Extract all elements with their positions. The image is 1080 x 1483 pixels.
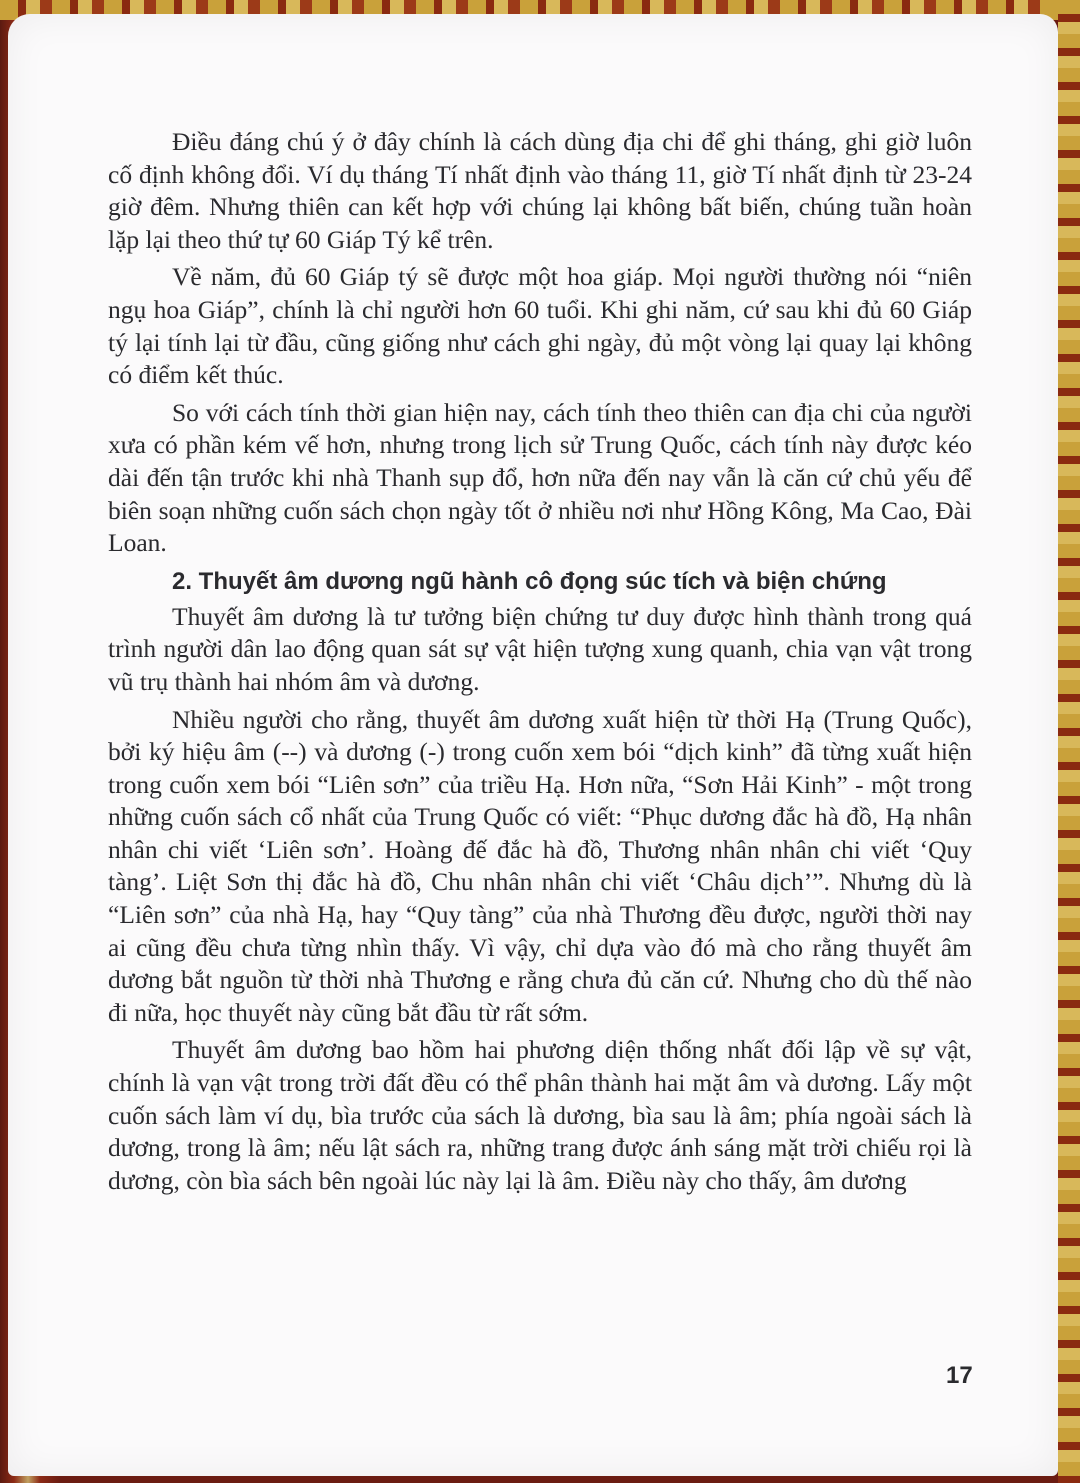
decorative-right-border xyxy=(1058,0,1080,1483)
paragraph-3: So với cách tính thời gian hiện nay, cách tính theo thiên can địa chi của người xưa có phần kém vế hơn, nhưng trong lịch sử Trung Quốc, cách tính này được kéo dài đến tận trước khi nhà Thanh sụp đổ, hơn nữa đến nay vẫn là căn cứ chủ yếu để biên soạn những cuốn sách chọn ngày tốt ở nhiều nơi như Hồng Kông, Ma Cao, Đài Loan. xyxy=(108,397,972,558)
paragraph-5: Nhiều người cho rằng, thuyết âm dương xuất hiện từ thời Hạ (Trung Quốc), bởi ký hiệu âm (--) và dương (-) trong cuốn xem bói “dịch kinh” đã từng xuất hiện trong cuốn xem bói “Liên sơn” của triều Hạ. Hơn nữa, “Sơn Hải Kinh” - một trong những cuốn sách cổ nhất của Trung Quốc có viết: “Phục dương đắc hà đồ, Hạ nhân nhân chi viết ‘Liên sơn’. Hoàng đế đắc hà đồ, Thương nhân nhân chi viết ‘Quy tàng’. Liệt Sơn thị đắc hà đồ, Chu nhân nhân chi viết ‘Châu dịch’”. Nhưng dù là “Liên sơn” của nhà Hạ, hay “Quy tàng” của nhà Thương đều được, người thời nay ai cũng đều chưa từng nhìn thấy. Vì vậy, chỉ dựa vào đó mà cho rằng thuyết âm dương bắt nguồn từ thời nhà Thương e rằng chưa đủ căn cứ. Nhưng cho dù thế nào đi nữa, học thuyết này cũng bắt đầu từ rất sớm. xyxy=(108,704,972,1027)
section-heading: 2. Thuyết âm dương ngũ hành cô đọng súc tích và biện chứng xyxy=(172,567,887,595)
book-page xyxy=(8,14,1058,1476)
paragraph-1: Điều đáng chú ý ở đây chính là cách dùng địa chi để ghi tháng, ghi giờ luôn cố định không đổi. Ví dụ tháng Tí nhất định vào tháng 11, giờ Tí nhất định từ 23-24 giờ đêm. Nhưng thiên can kết hợp với chúng lại không bất biến, chúng tuần hoàn lặp lại theo thứ tự 60 Giáp Tý kể trên. xyxy=(108,127,972,254)
paragraph-2: Về năm, đủ 60 Giáp tý sẽ được một hoa giáp. Mọi người thường nói “niên ngụ hoa Giáp”, chính là chỉ người hơn 60 tuổi. Khi ghi năm, cứ sau khi đủ 60 Giáp tý lại tính lại từ đầu, cũng giống như cách ghi ngày, đủ một vòng lại quay lại không có điểm kết thúc. xyxy=(108,262,972,390)
paragraph-4: Thuyết âm dương là tư tưởng biện chứng tư duy được hình thành trong quá trình người dân lao động quan sát sự vật hiện tượng xung quanh, chia vạn vật trong vũ trụ thành hai nhóm âm và dương. xyxy=(108,601,972,696)
page-number: 17 xyxy=(946,1362,973,1389)
page-body xyxy=(108,126,972,1202)
paragraph-6: Thuyết âm dương bao hồm hai phương diện thống nhất đối lập về sự vật, chính là vạn vật trong trời đất đều có thể phân thành hai mặt âm và dương. Lấy một cuốn sách làm ví dụ, bìa trước của sách là dương, bìa sau là âm; phía ngoài sách là dương, trong là âm; nếu lật sách ra, những trang được ánh sáng mặt trời chiếu rọi là dương, còn bìa sách bên ngoài lúc này lại là âm. Điều này cho thấy, âm dương xyxy=(108,1035,972,1195)
